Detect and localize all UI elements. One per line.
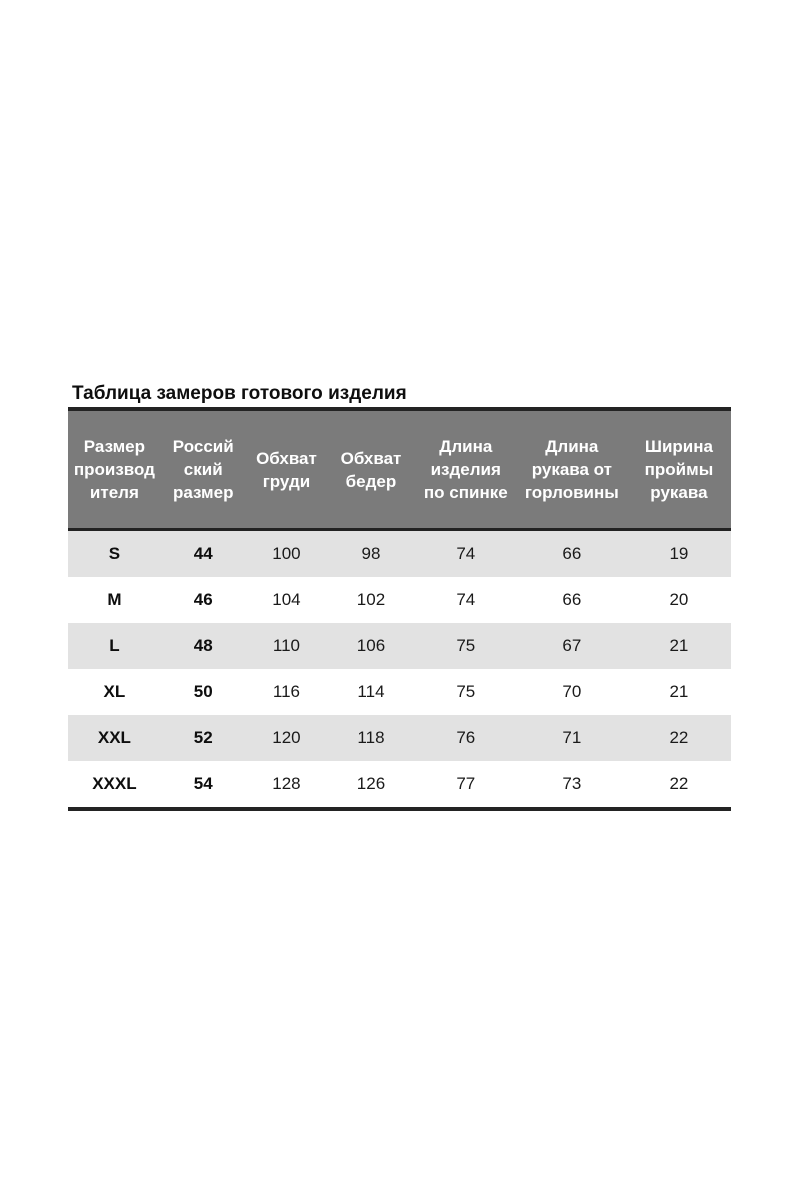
column-header-manufacturer-size: Размер производ ителя [68,409,161,530]
column-header-back-length: Длина изделия по спинке [415,409,517,530]
cell-hips: 106 [356,636,386,655]
cell-chest: 120 [272,728,301,747]
table-title: Таблица замеров готового изделия [72,383,407,404]
cell-sleeve-length: 66 [562,590,582,609]
cell-sleeve-length: 73 [562,774,582,793]
cell-sleeve-length: 70 [562,682,582,701]
cell-chest: 116 [272,682,300,701]
cell-back-length: 76 [456,728,476,747]
cell-size: XL [103,682,126,701]
cell-back-length: 75 [456,682,476,701]
cell-chest: 100 [272,544,301,563]
cell-sleeve-length: 67 [562,636,582,655]
table-row-xxl [68,715,731,761]
column-header-russian-size: Россий ский размер [161,409,246,530]
table-row-m [68,577,731,623]
column-header-armhole-width: Ширина проймы рукава [627,409,731,530]
cell-ru-size: 54 [193,774,213,793]
cell-ru-size: 44 [193,544,213,563]
cell-back-length: 77 [456,774,476,793]
cell-hips: 118 [357,728,385,747]
cell-size: XXL [97,728,131,747]
cell-armhole-width: 19 [669,544,689,563]
cell-hips: 102 [356,590,386,609]
cell-back-length: 75 [456,636,476,655]
cell-size: XXXL [92,774,137,793]
cell-size: L [109,636,120,655]
cell-armhole-width: 20 [669,590,689,609]
cell-back-length: 74 [456,544,476,563]
cell-sleeve-length: 71 [562,728,582,747]
cell-ru-size: 52 [193,728,213,747]
table-body [68,530,731,810]
cell-size: S [108,544,121,563]
cell-chest: 104 [272,590,301,609]
cell-ru-size: 50 [193,682,213,701]
cell-hips: 126 [356,774,386,793]
size-chart-section [68,383,731,811]
column-header-sleeve-length: Длина рукава от горловины [517,409,627,530]
cell-chest: 128 [272,774,301,793]
cell-back-length: 74 [456,590,476,609]
cell-ru-size: 46 [193,590,213,609]
table-row-l [68,623,731,669]
column-header-chest: Обхват груди [246,409,328,530]
cell-sleeve-length: 66 [562,544,582,563]
table-row-xl [68,669,731,715]
column-header-hips: Обхват бедер [327,409,415,530]
cell-hips: 98 [361,544,381,563]
table-header [68,409,731,530]
cell-hips: 114 [357,682,385,701]
cell-armhole-width: 22 [669,728,689,747]
cell-size: M [107,590,122,609]
table-row-xxxl [68,761,731,809]
cell-ru-size: 48 [193,636,213,655]
cell-armhole-width: 21 [669,682,689,701]
size-chart-table [68,407,731,811]
table-row-s [68,530,731,578]
header-row [68,409,731,530]
cell-armhole-width: 21 [669,636,689,655]
cell-chest: 110 [272,636,300,655]
cell-armhole-width: 22 [669,774,689,793]
